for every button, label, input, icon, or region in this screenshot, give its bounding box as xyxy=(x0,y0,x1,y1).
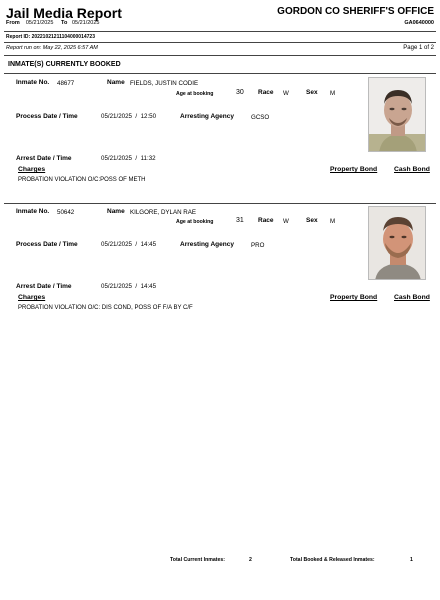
process-date: 05/21/2025 xyxy=(101,113,132,120)
agency-label: Arresting Agency xyxy=(180,241,234,248)
sex-label: Sex xyxy=(306,89,318,96)
race-value: W xyxy=(283,218,289,225)
process-datetime: 05/21/2025 / 12:50 xyxy=(101,113,157,120)
total-booked-label: Total Booked & Released Inmates: xyxy=(290,557,375,563)
inmate-no-label: Inmate No. xyxy=(16,208,50,215)
sex-value: M xyxy=(330,90,336,97)
arrest-date: 05/21/2025 xyxy=(101,155,132,162)
from-date: 05/21/2025 xyxy=(25,20,54,26)
agency-value: GCSO xyxy=(251,114,270,121)
header-divider xyxy=(4,31,436,32)
name-value: FIELDS, JUSTIN CODIE xyxy=(130,80,199,87)
process-label: Process Date / Time xyxy=(16,241,78,248)
age-label: Age at booking xyxy=(176,219,214,225)
process-datetime: 05/21/2025 / 14:45 xyxy=(101,241,157,248)
section-title: INMATE(S) CURRENTLY BOOKED xyxy=(8,61,121,68)
race-value: W xyxy=(283,90,289,97)
process-label: Process Date / Time xyxy=(16,113,78,120)
agency-value: PRO xyxy=(251,242,265,249)
report-run-on xyxy=(6,45,98,51)
inmate-no-label: Inmate No. xyxy=(16,79,50,86)
process-time: 14:45 xyxy=(140,241,157,248)
page-number: Page 1 of 2 xyxy=(403,45,434,51)
mugshot-photo xyxy=(368,206,426,280)
inmate-no-value: 48677 xyxy=(57,80,75,87)
arrest-label: Arrest Date / Time xyxy=(16,283,72,290)
arrest-datetime: 05/21/2025 / 14:45 xyxy=(101,283,157,290)
sex-label: Sex xyxy=(306,217,318,224)
charges-label: Charges xyxy=(18,294,46,301)
arrest-time: 11:32 xyxy=(140,155,156,162)
cash-bond-label: Cash Bond xyxy=(394,166,430,173)
date-range xyxy=(6,20,99,26)
section-divider-bottom xyxy=(4,73,436,74)
age-value: 31 xyxy=(236,217,244,224)
process-time: 12:50 xyxy=(140,113,157,120)
property-bond-label: Property Bond xyxy=(330,166,378,173)
office-name: GORDON CO SHERIFF'S OFFICE xyxy=(277,6,434,17)
property-bond-label: Property Bond xyxy=(330,294,378,301)
report-id-value: 20221021211104000014723 xyxy=(31,34,95,40)
total-current-label: Total Current Inmates: xyxy=(170,557,225,563)
mugshot-photo xyxy=(368,77,426,152)
record-divider xyxy=(4,203,436,204)
run-on-label: Report run on: xyxy=(6,45,42,51)
agency-label: Arresting Agency xyxy=(180,113,234,120)
report-id xyxy=(6,34,95,40)
to-date: 05/21/2025 xyxy=(71,20,100,26)
cash-bond-label: Cash Bond xyxy=(394,294,430,301)
section-divider-top xyxy=(4,55,436,56)
sex-value: M xyxy=(330,218,336,225)
race-label: Race xyxy=(258,217,274,224)
name-label: Name xyxy=(107,79,125,86)
name-label: Name xyxy=(107,208,125,215)
age-label: Age at booking xyxy=(176,91,214,97)
charge-text: PROBATION VIOLATION O/C:POSS OF METH xyxy=(18,177,146,183)
arrest-datetime: 05/21/2025 / 11:32 xyxy=(101,155,156,162)
ori-code: GA0640000 xyxy=(404,20,434,26)
arrest-label: Arrest Date / Time xyxy=(16,155,72,162)
total-booked-value: 1 xyxy=(410,557,413,563)
age-value: 30 xyxy=(236,89,244,96)
total-current-value: 2 xyxy=(249,557,252,563)
arrest-date: 05/21/2025 xyxy=(101,283,132,290)
inmate-no-value: 50642 xyxy=(57,209,75,216)
name-value: KILGORE, DYLAN RAE xyxy=(130,209,197,216)
process-date: 05/21/2025 xyxy=(101,241,132,248)
charge-text: PROBATION VIOLATION O/C: DIS COND, POSS OF F/A BY C/F xyxy=(18,305,193,311)
report-id-label: Report ID: xyxy=(6,34,31,40)
report-id-divider xyxy=(4,42,436,43)
race-label: Race xyxy=(258,89,274,96)
arrest-time: 14:45 xyxy=(140,283,157,290)
run-on-value: May 22, 2025 6:57 AM xyxy=(42,45,98,51)
report-title: Jail Media Report xyxy=(6,5,122,21)
from-label: From xyxy=(6,20,20,26)
charges-label: Charges xyxy=(18,166,46,173)
to-label: To xyxy=(61,20,68,26)
